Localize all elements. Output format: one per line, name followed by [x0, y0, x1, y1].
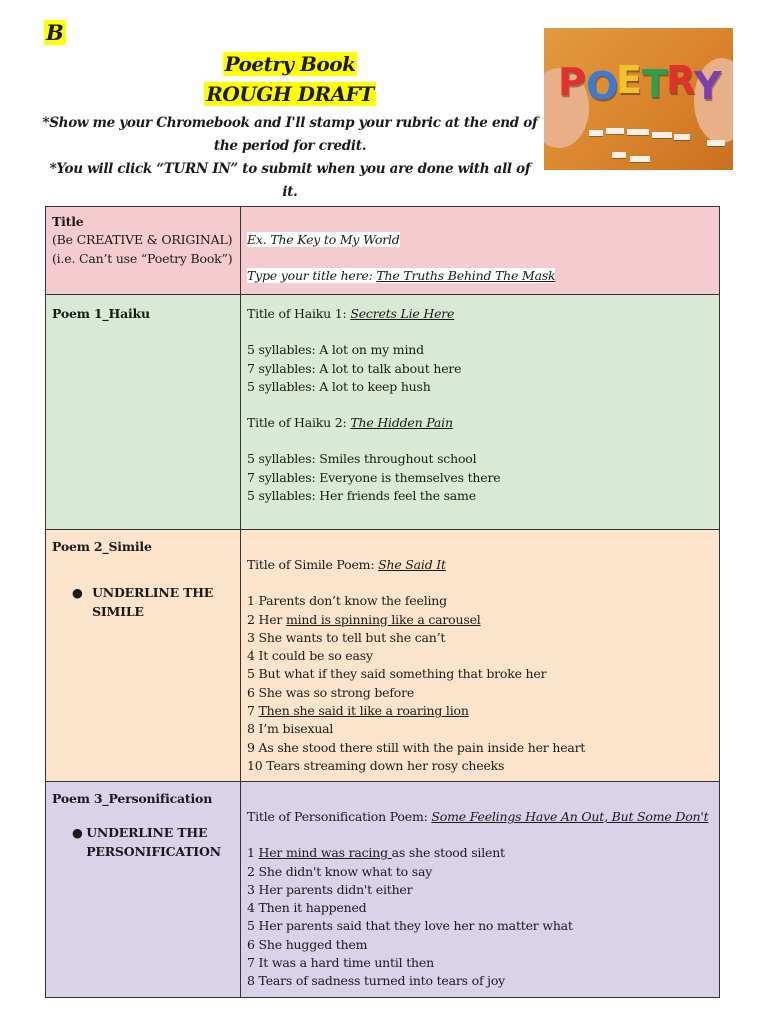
personification-line: 8 Tears of sadness turned into tears of joy [247, 973, 506, 989]
personification-line: 3 Her parents didn't either [247, 881, 413, 897]
word-tile [674, 134, 690, 140]
simile-line: 8 I’m bisexual [247, 721, 334, 737]
poster-letter: R [666, 58, 696, 102]
word-tile [630, 156, 650, 162]
simile-label-cell [46, 530, 241, 782]
haiku-label: Poem 1_Haiku [52, 306, 150, 321]
haiku-line: 5 syllables: A lot on my mind [247, 342, 424, 358]
haiku-2-title: The Hidden Pain [350, 415, 453, 431]
simile-line: 2 Her mind is spinning like a carousel [247, 611, 481, 627]
title-hint: (Be CREATIVE & ORIGINAL) [52, 232, 233, 248]
personification-line: 6 She hugged them [247, 936, 368, 952]
word-tile [652, 132, 672, 138]
rubric-table [45, 206, 720, 998]
title-label: Title [52, 214, 84, 229]
title-hint: (i.e. Can’t use “Poetry Book”) [52, 250, 233, 266]
haiku-line: 7 syllables: A lot to talk about here [247, 360, 462, 376]
instruction-turn-in: *You will click “TURN IN” to submit when you are done with all of it. [49, 161, 531, 200]
simile-underlined: Then she said it like a roaring lion [258, 703, 469, 719]
personification-line: 2 She didn't know what to say [247, 863, 433, 879]
simile-line: 4 It could be so easy [247, 648, 373, 664]
personification-instruction: ● UNDERLINE THE PERSONIFICATION [52, 824, 234, 861]
personification-content-cell [241, 782, 720, 998]
table-row [46, 207, 720, 295]
word-tile [707, 140, 725, 146]
word-tile [589, 130, 603, 136]
simile-title-label: Title of Simile Poem: [247, 557, 375, 572]
simile-bullet-text: UNDERLINE THE SIMILE [92, 585, 214, 619]
personification-line: 7 It was a hard time until then [247, 955, 434, 971]
doc-title: Poetry Book [224, 52, 356, 76]
simile-title: She Said It [378, 557, 446, 572]
table-row [46, 295, 720, 530]
haiku-title-label: Title of Haiku 1: [247, 306, 347, 321]
instruction-stamp: *Show me your Chromebook and I'll stamp your rubric at the end of the period for credit. [42, 115, 538, 154]
haiku-title-label: Title of Haiku 2: [247, 415, 347, 431]
heading-block [40, 52, 540, 204]
poster-letter: T [642, 62, 668, 106]
section-letter: B [46, 20, 64, 45]
personification-line: 1 Her mind was racing as she stood silent [247, 845, 505, 861]
simile-label: Poem 2_Simile [52, 539, 152, 554]
poster-letter: E [616, 58, 642, 102]
poster-letter: P [558, 60, 586, 104]
word-tile [612, 152, 626, 158]
doc-subtitle: ROUGH DRAFT [206, 82, 374, 106]
title-label-cell [46, 207, 241, 295]
simile-underlined: mind is spinning like a carousel [285, 611, 481, 627]
simile-line: 7 Then she said it like a roaring lion [247, 703, 469, 719]
haiku-line: 5 syllables: A lot to keep hush [247, 378, 431, 394]
personification-title: Some Feelings Have An Out, But Some Don't [431, 809, 709, 824]
title-content-cell [241, 207, 720, 295]
simile-content-cell [241, 530, 720, 782]
haiku-line: 7 syllables: Everyone is themselves there [247, 469, 501, 485]
haiku-1-title: Secrets Lie Here [350, 306, 455, 321]
simile-line: 10 Tears streaming down her rosy cheeks [247, 757, 505, 773]
simile-line: 9 As she stood there still with the pain inside her heart [247, 739, 586, 755]
simile-line: 5 But what if they said something that broke her [247, 666, 547, 682]
title-prompt: Type your title here: [247, 268, 373, 284]
haiku-line: 5 syllables: Smiles throughout school [247, 451, 477, 467]
simile-line: 1 Parents don’t know the feeling [247, 593, 447, 609]
word-tile [606, 128, 624, 134]
table-row [46, 782, 720, 998]
simile-line: 3 She wants to tell but she can’t [247, 629, 446, 645]
personification-label-cell [46, 782, 241, 998]
title-example: Ex. The Key to My World [247, 232, 400, 247]
personification-line: 5 Her parents said that they love her no matter what [247, 918, 573, 934]
poster-letter: O [586, 64, 619, 108]
haiku-line: 5 syllables: Her friends feel the same [247, 488, 476, 504]
poster-letter: Y [694, 64, 722, 108]
haiku-label-cell [46, 295, 241, 530]
table-row [46, 530, 720, 782]
simile-instruction: ● UNDERLINE THE SIMILE [52, 584, 234, 621]
word-tile [627, 129, 649, 135]
poetry-image [544, 28, 733, 170]
personification-line: 4 Then it happened [247, 900, 367, 916]
personification-underlined: Her mind was racing [258, 845, 392, 861]
personification-bullet-text: UNDERLINE THE PERSONIFICATION [86, 825, 221, 859]
personification-label: Poem 3_Personification [52, 791, 213, 806]
simile-line: 6 She was so strong before [247, 684, 415, 700]
title-value[interactable]: The Truths Behind The Mask [376, 268, 556, 284]
haiku-content-cell [241, 295, 720, 530]
personification-title-label: Title of Personification Poem: [247, 809, 428, 824]
